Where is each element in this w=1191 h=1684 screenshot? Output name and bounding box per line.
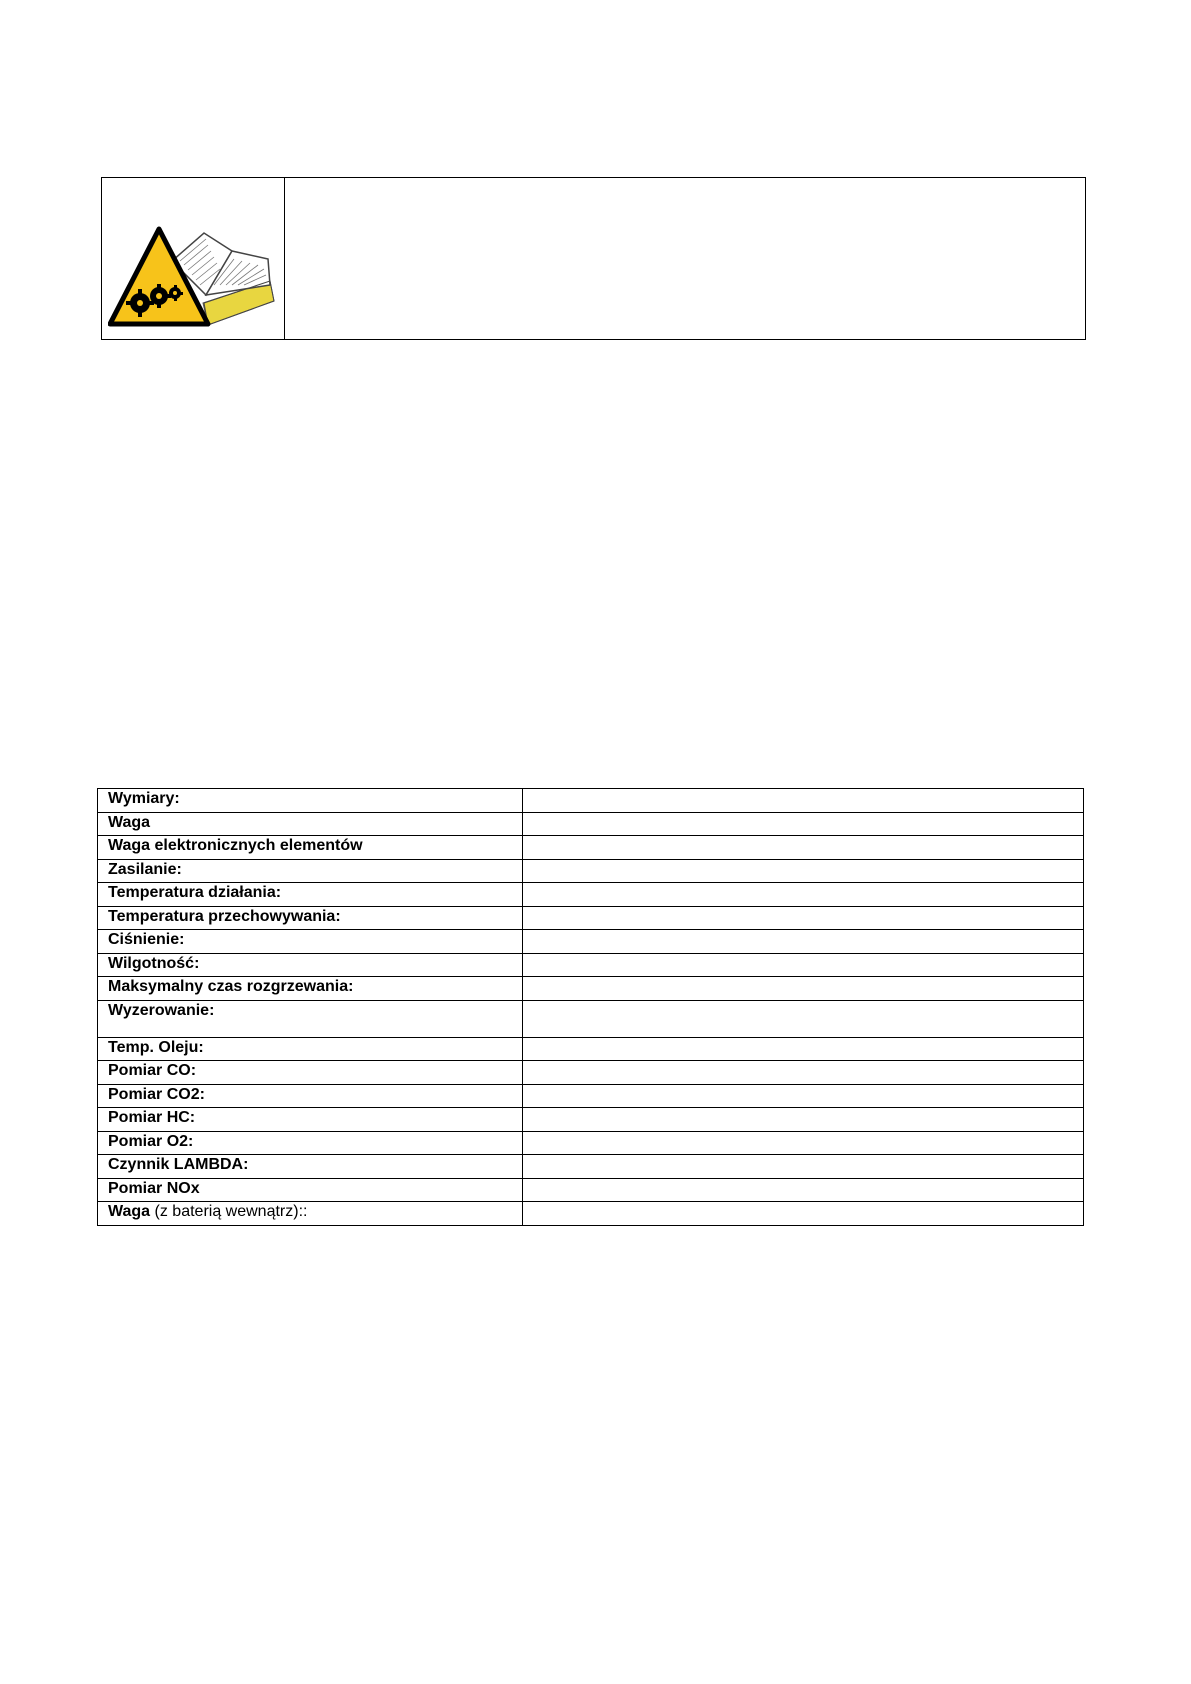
specifications-table (97, 788, 1084, 1226)
spec-value (523, 812, 1084, 836)
spec-value (523, 1202, 1084, 1226)
spec-label: Wilgotność: (98, 953, 523, 977)
table-row (98, 1108, 1084, 1132)
notice-icon-cell (102, 178, 285, 339)
table-row (98, 1178, 1084, 1202)
spec-value (523, 953, 1084, 977)
spec-label: Waga (108, 1203, 151, 1220)
spec-value (523, 1155, 1084, 1179)
spec-label: Temperatura przechowywania: (98, 906, 523, 930)
table-row (98, 789, 1084, 813)
table-row (98, 836, 1084, 860)
spec-label: Czynnik LAMBDA: (98, 1155, 523, 1179)
spec-label: Pomiar HC: (98, 1108, 523, 1132)
spec-value (523, 977, 1084, 1001)
spec-value (523, 789, 1084, 813)
spec-value (523, 836, 1084, 860)
spec-label: Pomiar CO: (98, 1061, 523, 1085)
table-row (98, 977, 1084, 1001)
spec-value (523, 906, 1084, 930)
notice-text-cell (285, 178, 1085, 339)
table-row (98, 1155, 1084, 1179)
spec-value (523, 1061, 1084, 1085)
table-row (98, 930, 1084, 954)
spec-value (523, 1178, 1084, 1202)
spec-label-note: (z baterią wewnątrz):: (150, 1203, 308, 1220)
spec-label: Waga (98, 812, 523, 836)
spec-value (523, 930, 1084, 954)
read-manual-warning-icon (108, 223, 280, 333)
table-row (98, 906, 1084, 930)
table-row (98, 812, 1084, 836)
spec-value (523, 1037, 1084, 1061)
table-row (98, 1202, 1084, 1226)
table-row (98, 1061, 1084, 1085)
table-row (98, 1131, 1084, 1155)
spec-label: Pomiar NOx (98, 1178, 523, 1202)
spec-value (523, 1131, 1084, 1155)
spec-label: Wyzerowanie: (98, 1000, 523, 1037)
table-row (98, 859, 1084, 883)
spec-label: Pomiar CO2: (98, 1084, 523, 1108)
spec-value (523, 1108, 1084, 1132)
table-row (98, 1084, 1084, 1108)
spec-label: Wymiary: (98, 789, 523, 813)
spec-value (523, 1000, 1084, 1037)
table-row (98, 953, 1084, 977)
spec-label: Pomiar O2: (98, 1131, 523, 1155)
spec-value (523, 1084, 1084, 1108)
spec-label-cell (98, 1202, 523, 1226)
spec-value (523, 859, 1084, 883)
table-row (98, 1000, 1084, 1037)
spec-label: Zasilanie: (98, 859, 523, 883)
spec-value (523, 883, 1084, 907)
spec-label: Temp. Oleju: (98, 1037, 523, 1061)
table-row (98, 883, 1084, 907)
spec-label: Ciśnienie: (98, 930, 523, 954)
spec-label: Temperatura działania: (98, 883, 523, 907)
table-row (98, 1037, 1084, 1061)
spec-label: Waga elektronicznych elementów (98, 836, 523, 860)
manual-notice-box (101, 177, 1086, 340)
spec-label: Maksymalny czas rozgrzewania: (98, 977, 523, 1001)
